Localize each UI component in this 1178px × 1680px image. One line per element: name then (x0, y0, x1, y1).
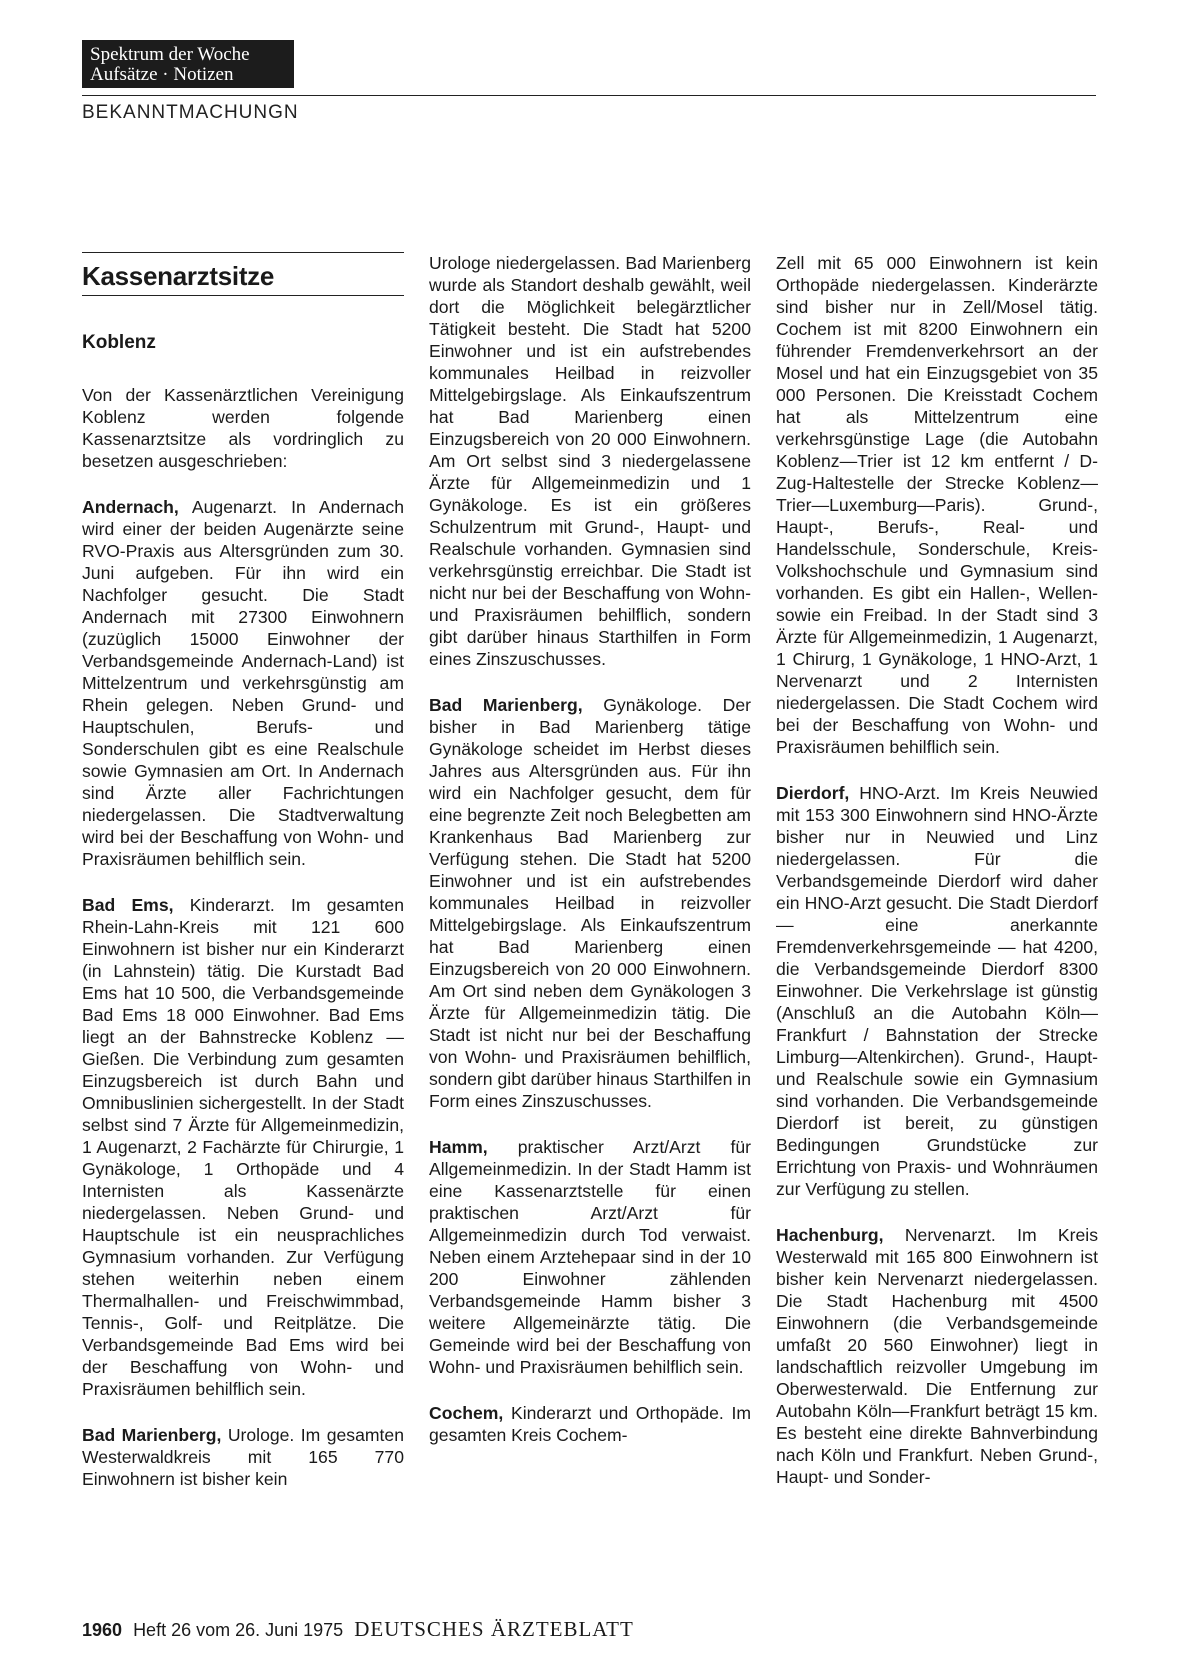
entry-place: Hamm, (429, 1137, 488, 1157)
entry-andernach (82, 496, 404, 870)
entry-cochem (429, 1402, 751, 1446)
entry-place: Bad Ems, (82, 895, 174, 915)
entry-place: Bad Marienberg, (429, 695, 583, 715)
section-label: BEKANNTMACHUNGN (82, 102, 299, 123)
page-number: 1960 (82, 1620, 123, 1640)
entry-text: Augenarzt. In Andernach wird einer der beiden Augenärzte seine RVO-Praxis aus Altersgründen zum 30. Juni aufgeben. Für ihn wird ein Nachfolger gesucht. Die Stadt Andernach mit 27300 Einwohnern (zuzüglich 15000 Einwohner der Verbandsgemeinde Andernach-Land) ist Mittelzentrum und verkehrsgünstig am Rhein gelegen. Neben Grund- und Hauptschulen, Berufs- und Sonderschulen gibt es eine Realschule sowie Gymnasien am Ort. In Andernach sind Ärzte aller Fachrichtungen niedergelassen. Die Stadtverwaltung wird bei der Beschaffung von Wohn- und Praxisräumen behilflich sein. (82, 497, 404, 869)
entry-bad-marienberg-gynaekologe (429, 694, 751, 1112)
entry-dierdorf (776, 782, 1098, 1200)
region-heading: Koblenz (82, 332, 156, 353)
header-rule (82, 95, 1096, 96)
intro-paragraph: Von der Kassenärztlichen Vereinigung Koblenz werden folgende Kassenarztsitze als vordringlich zu besetzen ausgeschrieben: (82, 385, 404, 471)
badge-line-1: Spektrum der Woche (90, 44, 250, 65)
article-title: Kassenarztsitze (82, 261, 275, 291)
entry-place: Bad Marienberg, (82, 1425, 222, 1445)
entry-cochem-cont: Zell mit 65 000 Einwohnern ist kein Orthopäde niedergelassen. Kinderärzte sind bisher nur in Zell/Mosel tätig. Cochem ist mit 8200 Einwohnern ein führender Fremdenverkehrsort an der Mosel und hat ein Einzugsgebiet von 35 000 Personen. Die Kreisstadt Cochem hat als Mittelzentrum eine verkehrsgünstige Lage (die Autobahn Koblenz—Trier ist 12 km entfernt / D-Zug-Haltestelle der Strecke Koblenz—Trier—Luxemburg—Paris). Grund-, Haupt-, Berufs-, Real- und Handelsschule, Sonderschule, Kreis-Volkshochschule und Gymnasium sind vorhanden. Es gibt ein Hallen-, Wellen- sowie ein Freibad. In der Stadt sind 3 Ärzte für Allgemeinmedizin, 1 Augenarzt, 1 Chirurg, 1 Gynäkologe, 1 HNO-Arzt, 1 Nervenarzt und 2 Internisten niedergelassen. Die Stadt Cochem wird bei der Beschaffung von Wohn- und Praxisräumen behilflich sein. (776, 253, 1098, 757)
entry-bad-marienberg-urologe (82, 1424, 404, 1490)
entry-text: Kinderarzt. Im gesamten Rhein-Lahn-Kreis mit 121 600 Einwohnern ist bisher nur ein Kinderarzt (in Lahnstein) tätig. Die Kurstadt Bad Ems hat 10 500, die Verbandsgemeinde Bad Ems 18 000 Einwohner. Bad Ems liegt an der Bahnstrecke Koblenz — Gießen. Die Verbindung zum gesamten Einzugsbereich ist durch Bahn und Omnibuslinien sichergestellt. In der Stadt selbst sind 7 Ärzte für Allgemeinmedizin, 1 Augenarzt, 2 Fachärzte für Chirurgie, 1 Gynäkologe, 1 Orthopäde und 4 Internisten als Kassenärzte niedergelassen. Neben Grund- und Hauptschule ist ein neusprachliches Gymnasium vorhanden. Zur Verfügung stehen weiterhin neben einem Thermalhallen- und Freischwimmbad, Tennis-, Golf- und Reitplätze. Die Verbandsgemeinde Bad Ems wird bei der Beschaffung von Wohn- und Praxisräumen behilflich sein. (82, 895, 404, 1399)
page-footer (82, 1617, 634, 1642)
issue-info: Heft 26 vom 26. Juni 1975 (133, 1620, 344, 1640)
entry-text-start: Kinderarzt und Orthopäde. Im gesamten Kreis Cochem- (429, 1403, 751, 1445)
badge-line-2: Aufsätze · Notizen (90, 64, 234, 85)
entry-text: Nervenarzt. Im Kreis Westerwald mit 165 800 Einwohnern ist bisher kein Nervenarzt niedergelassen. Die Stadt Hachenburg mit 4500 Einwohnern (die Verbandsgemeinde umfaßt 20 560 Einwohner) liegt in landschaftlich reizvoller Umgebung im Oberwesterwald. Die Entfernung zur Autobahn Köln—Frankfurt beträgt 15 km. Es besteht eine direkte Bahnverbindung nach Köln und Frankfurt. Neben Grund-, Haupt- und Sonder- (776, 1225, 1098, 1487)
title-rule-bottom (82, 295, 404, 296)
entry-text: HNO-Arzt. Im Kreis Neuwied mit 153 300 Einwohnern sind HNO-Ärzte bisher nur in Neuwied und Linz niedergelassen. Für die Verbandsgemeinde Dierdorf wird daher ein HNO-Arzt gesucht. Die Stadt Dierdorf — eine anerkannte Fremdenverkehrsgemeinde — hat 4200, die Verbandsgemeinde Dierdorf 8300 Einwohner. Die Verkehrslage ist günstig (Anschluß an die Autobahn Köln—Frankfurt / Bahnstation der Strecke Limburg—Altenkirchen). Grund-, Haupt- und Realschule sowie ein Gymnasium sind vorhanden. Die Verbandsgemeinde Dierdorf ist bereit, zu günstigen Bedingungen Grundstücke zur Errichtung von Praxis- und Wohnräumen zur Verfügung zu stellen. (776, 783, 1098, 1199)
entry-place: Dierdorf, (776, 783, 850, 803)
entry-hamm (429, 1136, 751, 1378)
entry-hachenburg (776, 1224, 1098, 1488)
entry-bad-marienberg-urologe-cont: Urologe niedergelassen. Bad Marienberg wurde als Standort deshalb gewählt, weil dort die Möglichkeit belegärztlicher Tätigkeit besteht. Die Stadt hat 5200 Einwohner und ist ein aufstrebendes kommunales Heilbad in reizvoller Mittelgebirgslage. Als Einkaufszentrum hat Bad Marienberg einen Einzugsbereich von 20 000 Einwohnern. Am Ort selbst sind 3 niedergelassene Ärzte für Allgemeinmedizin und 1 Gynäkologe. Es ist ein größeres Schulzentrum mit Grund-, Haupt- und Realschule vorhanden. Gymnasien sind verkehrsgünstig erreichbar. Die Stadt ist nicht nur bei der Beschaffung von Wohn- und Praxisräumen behilflich, sondern gibt darüber hinaus Starthilfen in Form eines Zinszuschusses. (429, 253, 751, 669)
column-1 (82, 252, 404, 1490)
journal-name: DEUTSCHES ÄRZTEBLATT (354, 1617, 634, 1641)
column-3 (776, 252, 1098, 1488)
section-badge (82, 40, 294, 88)
title-rule-top (82, 252, 404, 253)
entry-place: Cochem, (429, 1403, 504, 1423)
entry-bad-ems (82, 894, 404, 1400)
entry-text-start: Urologe. Im gesamten Westerwaldkreis mit 165 770 Einwohnern ist bisher kein (82, 1425, 404, 1489)
entry-text: Gynäkologe. Der bisher in Bad Marienberg tätige Gynäkologe scheidet im Herbst dieses Jahres aus Altersgründen aus. Für ihn wird ein Nachfolger gesucht, dem für eine begrenzte Zeit noch Belegbetten am Krankenhaus Bad Marienberg zur Verfügung stehen. Die Stadt hat 5200 Einwohner und ist ein aufstrebendes kommunales Heilbad in reizvoller Mittelgebirgslage. Als Einkaufszentrum hat Bad Marienberg einen Einzugsbereich von 20 000 Einwohnern. Am Ort sind neben dem Gynäkologen 3 Ärzte für Allgemeinmedizin tätig. Die Stadt ist nicht nur bei der Beschaffung von Wohn- und Praxisräumen behilflich, sondern gibt darüber hinaus Starthilfen in Form eines Zinszuschusses. (429, 695, 751, 1111)
entry-place: Andernach, (82, 497, 179, 517)
entry-text: praktischer Arzt/Arzt für Allgemeinmedizin. In der Stadt Hamm ist eine Kassenarztstelle für einen praktischen Arzt/Arzt für Allgemeinmedizin durch Tod verwaist. Neben einem Arztehepaar sind in der 10 200 Einwohner zählenden Verbandsgemeinde Hamm bisher 3 weitere Allgemeinärzte tätig. Die Gemeinde wird bei der Beschaffung von Wohn- und Praxisräumen behilflich sein. (429, 1137, 751, 1377)
entry-place: Hachenburg, (776, 1225, 884, 1245)
column-2 (429, 252, 751, 1446)
